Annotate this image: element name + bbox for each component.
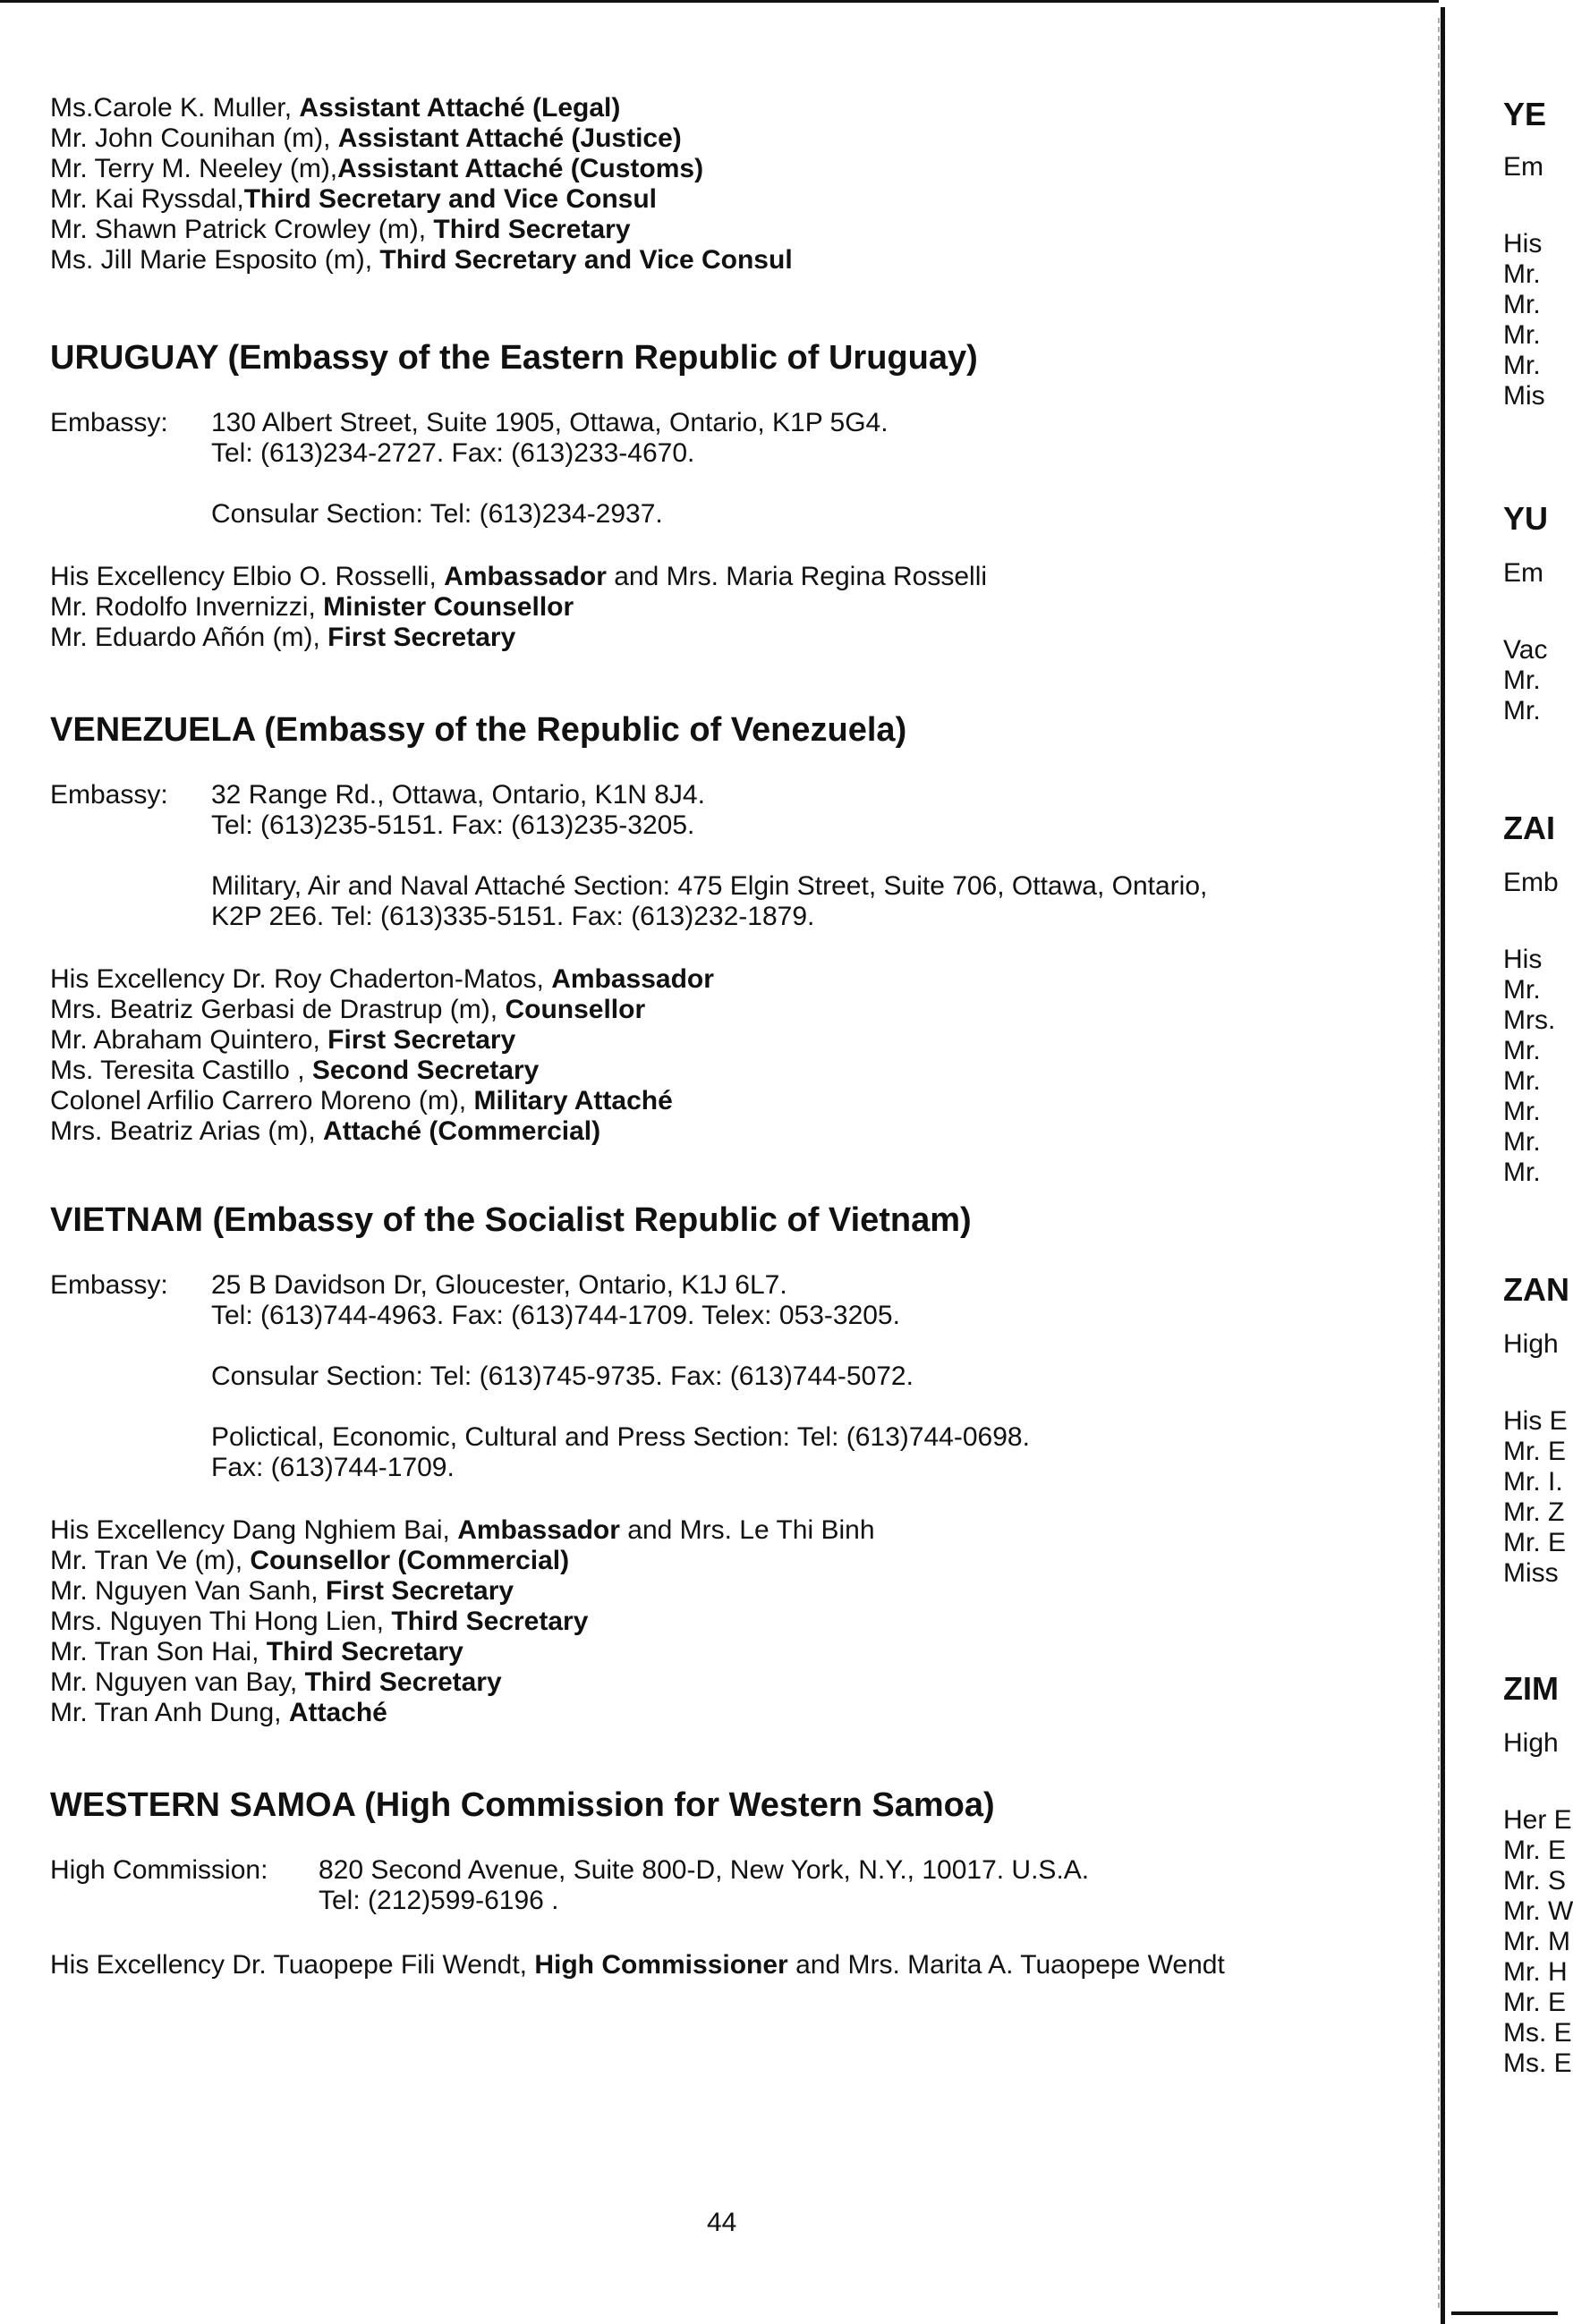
staff-entry: Mr. M: [1503, 1927, 1570, 1956]
staff-entry: Mr. E: [1503, 1528, 1567, 1557]
staff-spouse: and Mrs. Le Thi Binh: [619, 1515, 875, 1545]
staff-title: Ambassador: [551, 964, 714, 994]
staff-entry: [50, 1667, 1419, 1698]
address-row: [50, 1270, 1419, 1483]
staff-entry: Mr. E: [1503, 1988, 1567, 2017]
staff-entry: Mr.: [1503, 290, 1541, 319]
address-label: High: [1503, 1728, 1559, 1758]
address-line: 820 Second Avenue, Suite 800-D, New York, N.Y., 10017. U.S.A.: [319, 1855, 1090, 1885]
staff-name: His Excellency Dr. Roy Chaderton-Matos,: [50, 964, 552, 994]
staff-title: Assistant Attaché (Customs): [337, 154, 704, 183]
staff-entry: Mr. Z: [1503, 1497, 1565, 1527]
phone-line: Tel: (212)599-6196 .: [319, 1886, 559, 1915]
staff-title: Attaché: [288, 1698, 387, 1727]
address-line: 130 Albert Street, Suite 1905, Ottawa, Ontario, K1P 5G4.: [211, 408, 889, 437]
staff-entry: Mr.: [1503, 259, 1541, 289]
staff-name: Colonel Arfilio Carrero Moreno (m),: [50, 1086, 474, 1115]
address-line: 25 B Davidson Dr, Gloucester, Ontario, K1J 6L7.: [211, 1270, 787, 1300]
address-row: [50, 408, 1419, 530]
staff-entry: Mr.: [1503, 1066, 1541, 1096]
staff-title: Third Secretary: [266, 1637, 463, 1667]
right-column-zambia: [1503, 1270, 1569, 1589]
staff-entry: [50, 995, 1419, 1025]
staff-entry: Mr. H: [1503, 1957, 1568, 1987]
right-column-zaire: [1503, 809, 1558, 1188]
staff-name: His Excellency Dang Nghiem Bai,: [50, 1515, 458, 1545]
address-label: Embassy:: [50, 1270, 168, 1300]
staff-title: Counsellor (Commercial): [250, 1546, 570, 1575]
staff-entry: His: [1503, 229, 1543, 259]
staff-entry: [50, 184, 1419, 215]
staff-entry: Mr.: [1503, 975, 1541, 1005]
staff-title: Third Secretary and Vice Consul: [243, 184, 657, 214]
page-top-rule: [0, 0, 1439, 3]
staff-entry: [50, 1950, 1419, 1980]
phone-line: Tel: (613)235-5151. Fax: (613)235-3205.: [211, 810, 695, 840]
section-vietnam: [50, 1200, 1419, 1728]
staff-entry: [50, 562, 1419, 592]
section-heading: YU: [1503, 500, 1549, 537]
staff-list: [50, 562, 1419, 653]
staff-entry: Mr.: [1503, 1158, 1541, 1187]
address-row: [50, 1855, 1419, 1916]
staff-name: Ms. Jill Marie Esposito (m),: [50, 245, 380, 275]
address-label: Em: [1503, 152, 1543, 182]
staff-title: First Secretary: [327, 1025, 516, 1055]
staff-spouse: and Mrs. Maria Regina Rosselli: [606, 562, 988, 591]
staff-name: Mr. Abraham Quintero,: [50, 1025, 328, 1055]
staff-entry: [50, 123, 1419, 154]
section-venezuela: [50, 710, 1419, 1147]
staff-title: Ambassador: [457, 1515, 620, 1545]
section-heading: ZAN: [1503, 1271, 1569, 1308]
staff-title: Third Secretary: [391, 1607, 589, 1636]
staff-list: [50, 964, 1419, 1147]
address-label: Emb: [1503, 868, 1559, 897]
staff-entry: Mr.: [1503, 1036, 1541, 1065]
staff-entry: Mr.: [1503, 320, 1541, 350]
staff-entry: Vac: [1503, 635, 1548, 665]
staff-name: His Excellency Elbio O. Rosselli,: [50, 562, 445, 591]
section-western-samoa: [50, 1785, 1419, 1980]
staff-name: Mrs. Beatriz Gerbasi de Drastrup (m),: [50, 995, 506, 1024]
page-divider-line: [1441, 7, 1445, 2324]
phone-line: Tel: (613)234-2727. Fax: (613)233-4670.: [211, 438, 695, 468]
staff-entry: [50, 1607, 1419, 1637]
address-label: Embassy:: [50, 408, 168, 437]
staff-entry: [50, 1698, 1419, 1728]
staff-entry: [50, 1637, 1419, 1667]
staff-name: Mrs. Beatriz Arias (m),: [50, 1116, 324, 1146]
staff-list: [50, 1515, 1419, 1728]
staff-entry: Miss: [1503, 1558, 1559, 1588]
staff-title: Minister Counsellor: [323, 592, 574, 622]
staff-entry: Mr. E: [1503, 1437, 1567, 1466]
staff-entry: Her E: [1503, 1805, 1572, 1835]
staff-title: Military Attaché: [473, 1086, 673, 1115]
staff-title: Third Secretary: [304, 1667, 502, 1697]
section-heading: VENEZUELA (Embassy of the Republic of Venezuela): [50, 711, 907, 749]
staff-title: Counsellor: [505, 995, 646, 1024]
staff-title: First Secretary: [327, 623, 516, 652]
military-section-line: K2P 2E6. Tel: (613)335-5151. Fax: (613)232-1879.: [211, 902, 815, 931]
staff-name: His Excellency Dr. Tuaopepe Fili Wendt,: [50, 1950, 535, 1980]
staff-entry: Mr.: [1503, 1127, 1541, 1157]
staff-name: Mr. Nguyen van Bay,: [50, 1667, 305, 1697]
column-gutter-line: [1438, 18, 1440, 2308]
staff-list: [50, 1950, 1419, 1980]
political-section-line: Fax: (613)744-1709.: [211, 1453, 455, 1482]
staff-entry: [50, 1515, 1419, 1546]
consular-section: Consular Section: Tel: (613)745-9735. Fax: (613)744-5072.: [211, 1361, 914, 1391]
staff-entry: Mis: [1503, 381, 1545, 411]
section-heading: YE: [1503, 96, 1547, 132]
staff-entry: [50, 1025, 1419, 1056]
military-section-line: Military, Air and Naval Attaché Section: 475 Elgin Street, Suite 706, Ottawa, Ontario,: [211, 871, 1208, 901]
section-uruguay: [50, 338, 1419, 653]
staff-title: Second Secretary: [311, 1056, 540, 1085]
staff-entry: [50, 215, 1419, 245]
usa-continued-staff-list: [50, 93, 1419, 276]
staff-title: High Commissioner: [534, 1950, 788, 1980]
address-label: Em: [1503, 558, 1543, 588]
staff-name: Mr. Tran Ve (m),: [50, 1546, 251, 1575]
phone-line: Tel: (613)744-4963. Fax: (613)744-1709. Telex: 053-3205.: [211, 1301, 900, 1330]
staff-name: Ms. Teresita Castillo ,: [50, 1056, 312, 1085]
staff-entry: [50, 1056, 1419, 1086]
staff-entry: Mr. W: [1503, 1896, 1573, 1926]
staff-entry: Ms. E: [1503, 2018, 1572, 2048]
staff-name: Mr. Rodolfo Invernizzi,: [50, 592, 324, 622]
staff-entry: Mr.: [1503, 666, 1541, 695]
staff-entry: [50, 1116, 1419, 1147]
staff-name: Mr. John Counihan (m),: [50, 123, 338, 153]
section-heading: ZIM: [1503, 1670, 1559, 1707]
staff-spouse: and Mrs. Marita A. Tuaopepe Wendt: [787, 1950, 1225, 1980]
staff-entry: [50, 245, 1419, 276]
staff-title: Attaché (Commercial): [323, 1116, 601, 1146]
staff-entry: [50, 1086, 1419, 1116]
staff-name: Mr. Terry M. Neeley (m),: [50, 154, 338, 183]
staff-title: Ambassador: [444, 562, 607, 591]
address-label: Embassy:: [50, 780, 168, 810]
staff-name: Mrs. Nguyen Thi Hong Lien,: [50, 1607, 392, 1636]
staff-entry: Mr. E: [1503, 1836, 1567, 1865]
staff-entry: [50, 592, 1419, 623]
bottom-rule: [1451, 2311, 1558, 2315]
staff-entry: [50, 93, 1419, 123]
political-section-line: Polictical, Economic, Cultural and Press Section: Tel: (613)744-0698.: [211, 1422, 1030, 1452]
staff-name: Ms.Carole K. Muller,: [50, 93, 300, 123]
staff-name: Mr. Kai Ryssdal,: [50, 184, 244, 214]
right-column-yemen: [1503, 95, 1558, 411]
staff-entry: Mrs.: [1503, 1005, 1556, 1035]
staff-entry: [50, 1576, 1419, 1607]
staff-entry: Mr.: [1503, 696, 1541, 725]
staff-name: Mr. Tran Anh Dung,: [50, 1698, 289, 1727]
staff-entry: His E: [1503, 1406, 1568, 1436]
page-number: 44: [707, 2208, 737, 2237]
staff-entry: Mr.: [1503, 351, 1541, 380]
section-heading: URUGUAY (Embassy of the Eastern Republic of Uruguay): [50, 339, 978, 377]
address-label: High Commission:: [50, 1855, 268, 1885]
staff-entry: Mr. S: [1503, 1866, 1567, 1896]
address-line: 32 Range Rd., Ottawa, Ontario, K1N 8J4.: [211, 780, 705, 810]
staff-entry: [50, 154, 1419, 184]
section-heading: VIETNAM (Embassy of the Socialist Republic of Vietnam): [50, 1201, 972, 1239]
staff-title: Third Secretary and Vice Consul: [379, 245, 793, 275]
staff-name: Mr. Eduardo Añón (m),: [50, 623, 328, 652]
address-label: High: [1503, 1329, 1559, 1359]
staff-entry: [50, 1546, 1419, 1576]
right-column-yugoslavia: [1503, 499, 1558, 726]
section-heading: ZAI: [1503, 810, 1555, 846]
staff-entry: His: [1503, 945, 1543, 974]
staff-entry: [50, 623, 1419, 653]
address-row: [50, 780, 1419, 932]
right-column-zimbabwe: [1503, 1669, 1573, 2079]
staff-name: Mr. Shawn Patrick Crowley (m),: [50, 215, 434, 244]
staff-name: Mr. Nguyen Van Sanh,: [50, 1576, 326, 1606]
staff-title: Third Secretary: [433, 215, 631, 244]
staff-title: Assistant Attaché (Justice): [337, 123, 682, 153]
staff-entry: Mr. I.: [1503, 1467, 1563, 1497]
staff-name: Mr. Tran Son Hai,: [50, 1637, 267, 1667]
staff-entry: Mr.: [1503, 1097, 1541, 1126]
staff-entry: Ms. E: [1503, 2048, 1572, 2078]
section-heading: WESTERN SAMOA (High Commission for Western Samoa): [50, 1786, 995, 1824]
staff-title: First Secretary: [325, 1576, 514, 1606]
staff-title: Assistant Attaché (Legal): [299, 93, 621, 123]
consular-section: Consular Section: Tel: (613)234-2937.: [211, 499, 663, 529]
staff-entry: [50, 964, 1419, 995]
